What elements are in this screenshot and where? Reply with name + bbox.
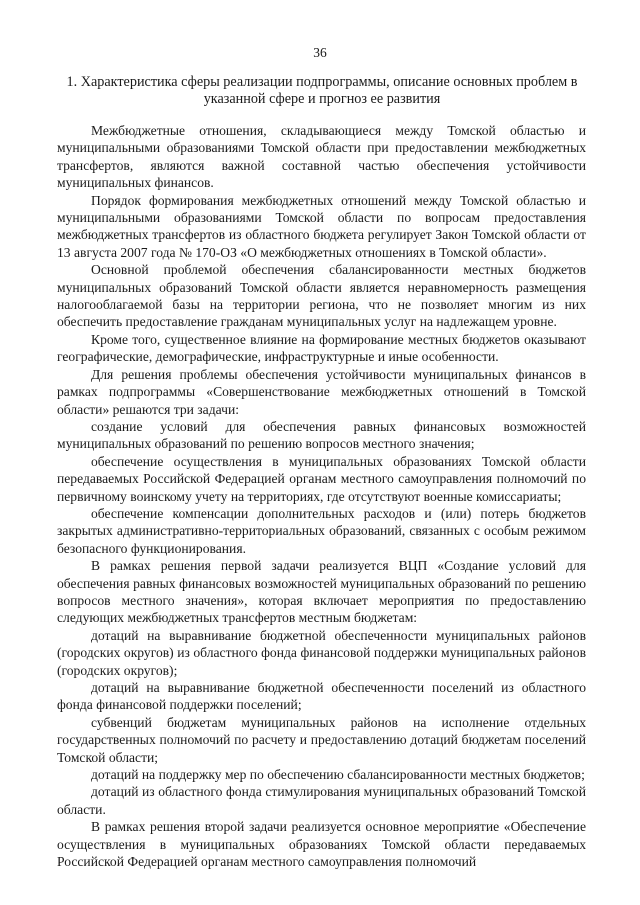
- list-item: дотаций на выравнивание бюджетной обеспеченности поселений из областного фонда финансовой поддержки поселений;: [57, 680, 586, 713]
- list-item: обеспечение компенсации дополнительных расходов и (или) потерь бюджетов закрытых административно-территориальных образований, связанных с особым режимом безопасного функционирования.: [57, 505, 586, 556]
- list-item: создание условий для обеспечения равных финансовых возможностей муниципальных образований по решению вопросов местного значения;: [57, 418, 586, 452]
- paragraph: Межбюджетные отношения, складывающиеся между Томской областью и муниципальными образованиями Томской области при предоставлении межбюджетных трансфертов, являются важной составной частью обеспечения устойчивости муниципальных финансов.: [57, 123, 586, 191]
- paragraph: Кроме того, существенное влияние на формирование местных бюджетов оказывают географические, демографические, инфраструктурные и иные особенности.: [57, 331, 586, 365]
- page-number: 36: [313, 45, 327, 60]
- list-item: обеспечение осуществления в муниципальных образованиях Томской области передаваемых Российской Федерацией органам местного самоуправления полномочий по первичному воинскому учету на территориях, где отсутствуют военные комиссариаты;: [57, 453, 586, 504]
- paragraph: Для решения проблемы обеспечения устойчивости муниципальных финансов в рамках подпрограммы «Совершенствование межбюджетных отношений в Томской области» решаются три задачи:: [57, 366, 586, 417]
- list-item: субвенций бюджетам муниципальных районов на исполнение отдельных государственных полномочий по расчету и предоставлению дотаций бюджетам поселений Томской области;: [57, 714, 586, 765]
- section-heading: 1. Характеристика сферы реализации подпрограммы, описание основных проблем в указанной сфере и прогноз ее развития: [66, 74, 578, 107]
- list-item: дотаций на поддержку мер по обеспечению сбалансированности местных бюджетов;: [91, 767, 585, 783]
- document-body: [57, 122, 586, 870]
- list-item: дотаций на выравнивание бюджетной обеспеченности муниципальных районов (городских округов) из областного фонда финансовой поддержки муниципальных районов (городских округов);: [57, 627, 586, 678]
- paragraph: Порядок формирования межбюджетных отношений между Томской областью и муниципальными образованиями Томской области по вопросам предоставления межбюджетных трансфертов из областного бюджета регулирует Закон Томской области от 13 августа 2007 года № 170-ОЗ «О межбюджетных отношениях в Томской области».: [57, 192, 586, 260]
- paragraph: В рамках решения первой задачи реализуется ВЦП «Создание условий для обеспечения равных финансовых возможностей муниципальных образований по решению вопросов местного значения», которая включает мероприятия по предоставлению следующих межбюджетных трансфертов местным бюджетам:: [57, 558, 586, 626]
- list-item: дотаций из областного фонда стимулирования муниципальных образований Томской области.: [57, 784, 586, 817]
- paragraph: В рамках решения второй задачи реализуется основное мероприятие «Обеспечение осуществления в муниципальных образованиях Томской области передаваемых Российской Федерацией органам местного самоуправления полномочий: [57, 819, 586, 870]
- paragraph: Основной проблемой обеспечения сбалансированности местных бюджетов муниципальных образований Томской области является неравномерность размещения налогооблагаемой базы на территории региона, что не позволяет многим из них обеспечить предоставление гражданам муниципальных услуг на надлежащем уровне.: [57, 262, 586, 330]
